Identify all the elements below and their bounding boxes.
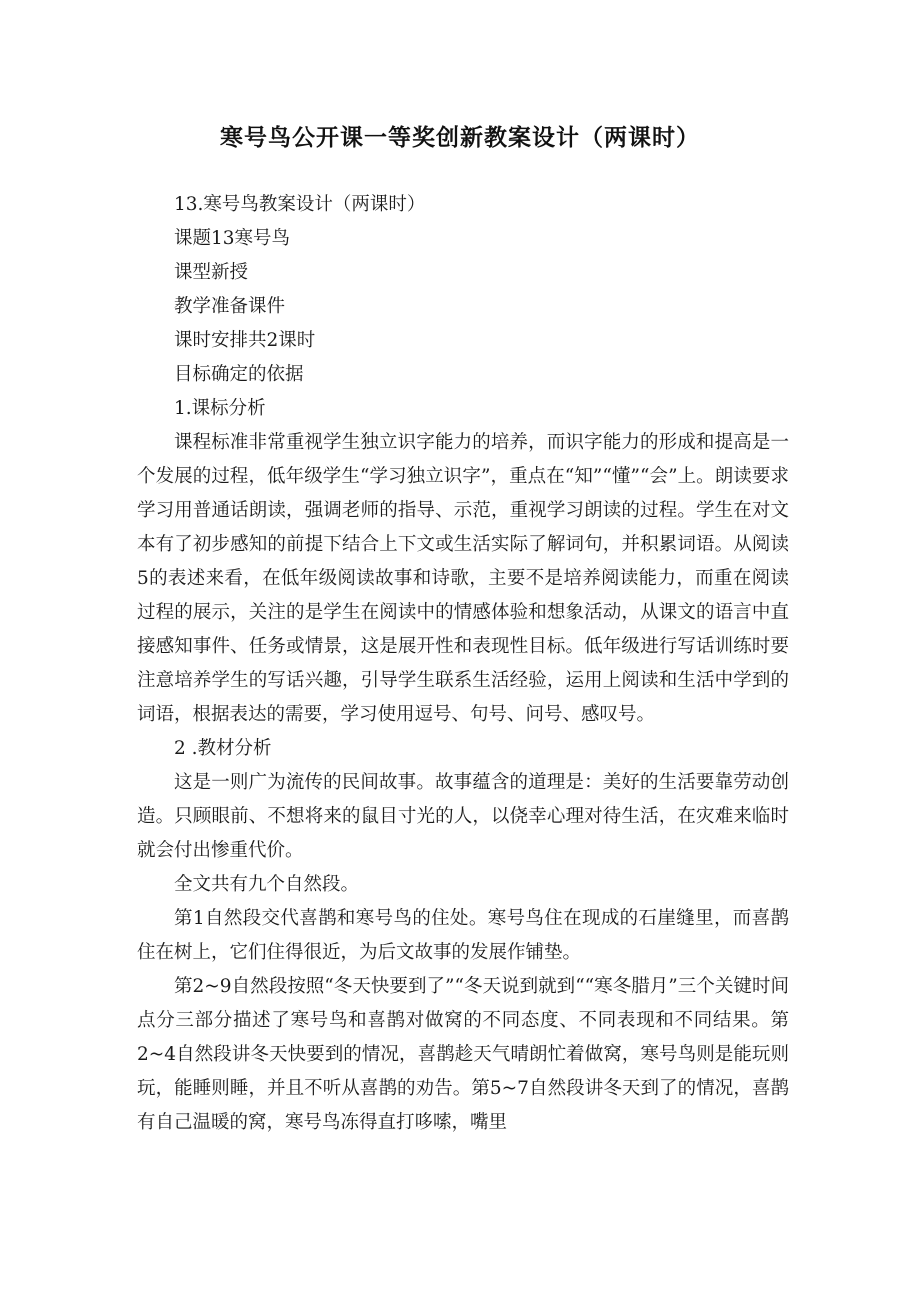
paragraph-textbook-intro: 这是一则广为流传的民间故事。故事蕴含的道理是：美好的生活要靠劳动创造。只顾眼前、不想将来的鼠目寸光的人，以侥幸心理对待生活，在灾难来临时就会付出惨重代价。 — [137, 772, 789, 861]
teaching-preparation: 教学准备课件 — [174, 296, 286, 317]
section-heading-basis: 目标确定的依据 — [174, 364, 304, 385]
subsection-heading-curriculum: 1.课标分析 — [174, 398, 266, 419]
paragraph-section-two-to-nine: 第2~9自然段按照“冬天快要到了”“冬天说到就到““寒冬腊月”三个关键时间点分三部分描述了寒号鸟和喜鹊对做窝的不同态度、不同表现和不同结果。第2~4自然段讲冬天快要到的情况，喜鹊趁天气晴朗忙着做窝，寒号鸟则是能玩则玩，能睡则睡，并且不听从喜鹊的劝告。第5~7自然段讲冬天到了的情况，喜鹊有自己温暖的窝，寒号鸟冻得直打哆嗦，嘴里 — [137, 976, 789, 1133]
paragraph-section-one: 第1自然段交代喜鹊和寒号鸟的住处。寒号鸟住在现成的石崖缝里，而喜鹊住在树上，它们住得很近，为后文故事的发展作铺垫。 — [137, 908, 789, 963]
paragraph-structure: 全文共有九个自然段。 — [174, 874, 360, 895]
document-title: 寒号鸟公开课一等奖创新教案设计（两课时） — [220, 125, 700, 151]
lesson-heading: 13.寒号鸟教案设计（两课时） — [174, 194, 426, 215]
paragraph-curriculum-analysis: 课程标准非常重视学生独立识字能力的培养，而识字能力的形成和提高是一个发展的过程，低年级学生“学习独立识字”，重点在“知”“懂”“会”上。朗读要求学习用普通话朗读，强调老师的指导、示范，重视学习朗读的过程。学生在对文本有了初步感知的前提下结合上下文或生活实际了解词句，并积累词语。从阅读5的表述来看，在低年级阅读故事和诗歌，主要不是培养阅读能力，而重在阅读过程的展示，关注的是学生在阅读中的情感体验和想象活动，从课文的语言中直接感知事件、任务或情景，这是展开性和表现性目标。低年级进行写话训练时要注意培养学生的写话兴趣，引导学生联系生活经验，运用上阅读和生活中学到的词语，根据表达的需要，学习使用逗号、句号、问号、感叹号。 — [137, 432, 789, 725]
document-body — [137, 188, 789, 1140]
lesson-type: 课型新授 — [174, 262, 249, 283]
subsection-heading-textbook: 2 .教材分析 — [174, 738, 272, 759]
class-schedule: 课时安排共2课时 — [174, 330, 316, 351]
lesson-topic: 课题13寒号鸟 — [174, 228, 291, 249]
